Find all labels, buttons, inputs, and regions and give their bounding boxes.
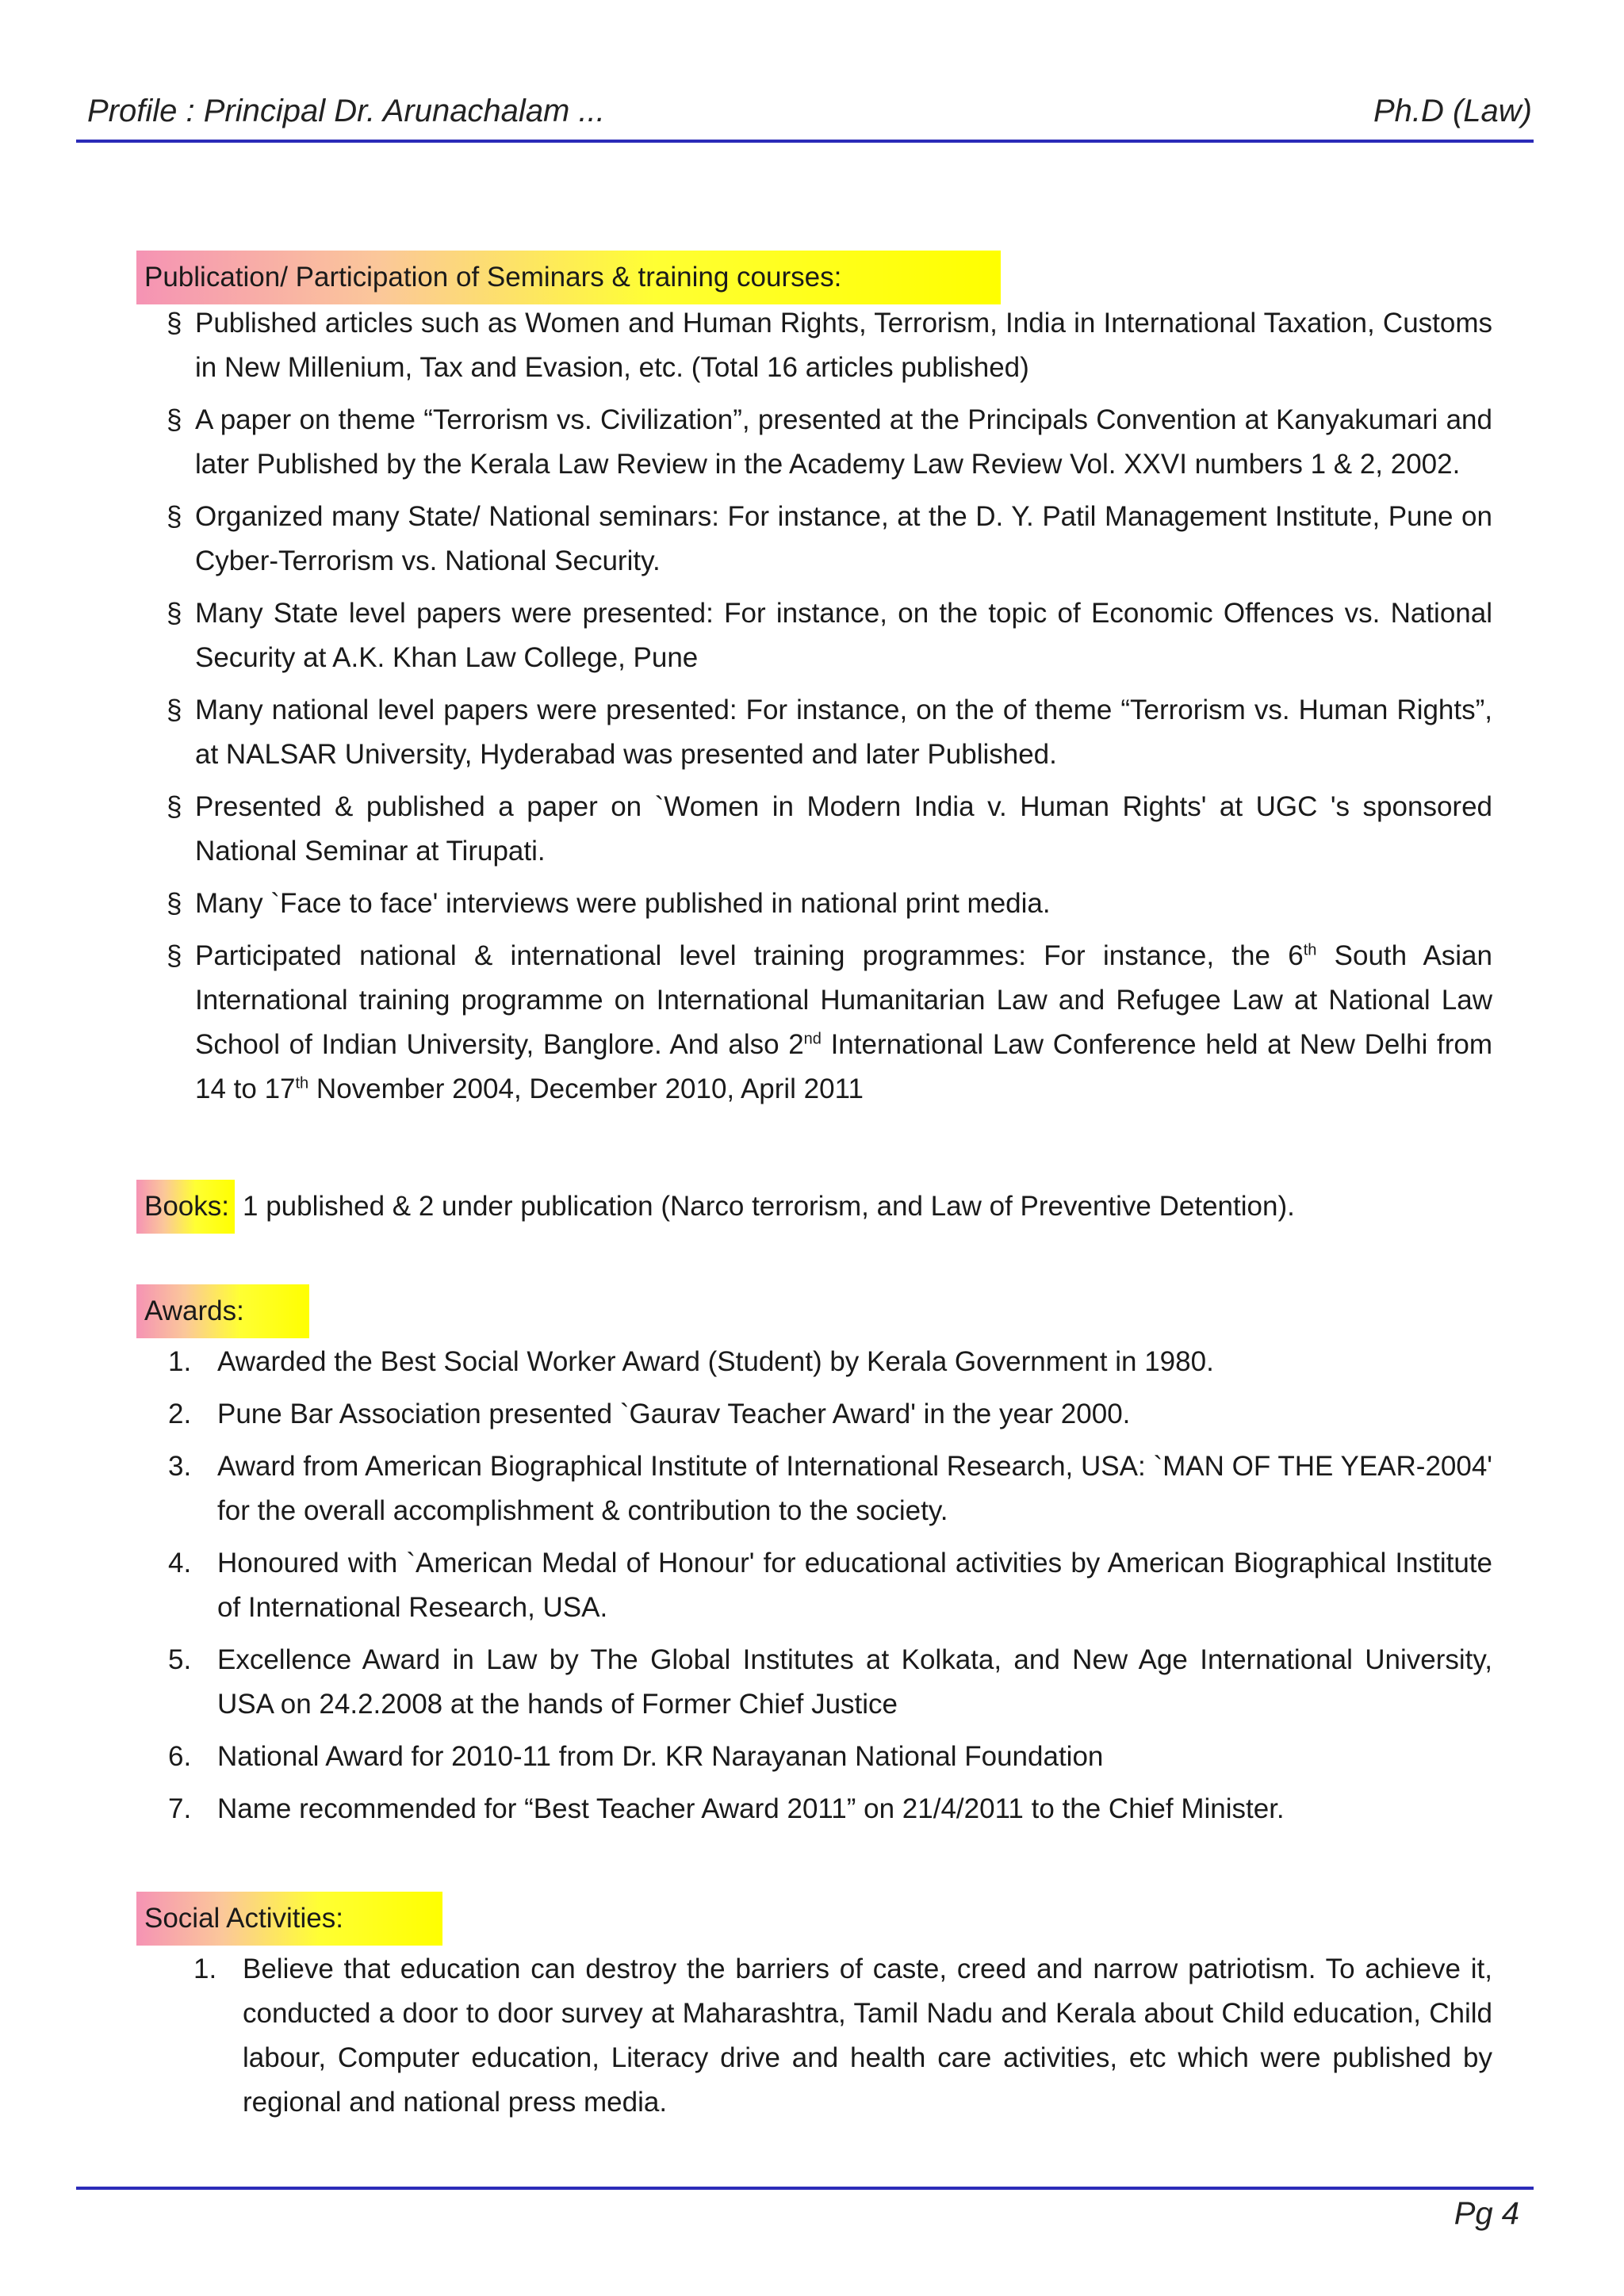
bullet-marker: § [167,501,182,532]
bullet-marker: § [167,940,182,971]
list-item-text: Excellence Award in Law by The Global Institutes at Kolkata, and New Age International University, USA on 24.2.2008 at the hands of Former Chief Justice [217,1644,1492,1720]
list-item [167,882,1492,926]
ordinal-suffix: th [295,1074,309,1093]
list-item [167,591,1492,680]
list-item [168,1787,1492,1831]
list-item-text: Presented & published a paper on `Women in Modern India v. Human Rights' at UGC 's sponsored National Seminar at Tirupati. [195,791,1492,867]
list-item-text: Pune Bar Association presented `Gaurav Teacher Award' in the year 2000. [217,1399,1131,1429]
text-segment: Participated national & international level training programmes: For instance, the 6 [195,940,1304,971]
text-segment: South Asian International training programme on International Humanitarian Law and Refugee Law at National Law School of Indian University, Banglore. And also 2 [195,940,1492,1060]
list-item [167,934,1492,1112]
social-activities-heading: Social Activities: [136,1892,442,1946]
header-degree: Ph.D (Law) [1373,94,1532,128]
page-number: Pg 4 [1454,2196,1519,2231]
bullet-marker: § [167,695,182,725]
ordinal-suffix: th [1303,941,1317,959]
list-item-text: Believe that education can destroy the barriers of caste, creed and narrow patriotism. To achieve it, conducted a door to door survey at Maharashtra, Tamil Nadu and Kerala about Child education, Child labour, Computer education, Literacy drive and health care activities, etc which were published by regional and national press media. [243,1954,1492,2118]
list-item [168,1340,1492,1384]
ordinal-suffix: nd [803,1030,822,1048]
list-item-text: Awarded the Best Social Worker Award (Student) by Kerala Government in 1980. [217,1346,1214,1377]
list-item [167,398,1492,487]
list-item [168,1445,1492,1533]
list-item-text: Many State level papers were presented: For instance, on the topic of Economic Offences vs. National Security at A.K. Khan Law College, Pune [195,598,1492,673]
list-item [167,688,1492,777]
list-number: 2. [168,1399,192,1429]
list-item-text [195,934,1492,1112]
bullet-marker: § [167,308,182,339]
books-text: 1 published & 2 under publication (Narco terrorism, and Law of Preventive Detention). [243,1191,1295,1222]
list-item-text: Award from American Biographical Institute of International Research, USA: `MAN OF THE YEAR-2004' for the overall accomplishment & contribution to the society. [217,1451,1492,1526]
list-item-text: Many `Face to face' interviews were published in national print media. [195,888,1051,919]
list-number: 4. [168,1548,192,1578]
books-heading: Books: [136,1180,235,1234]
list-item [167,301,1492,390]
list-item [168,1735,1492,1779]
list-item-text: Many national level papers were presented: For instance, on the of theme “Terrorism vs. Human Rights”, at NALSAR University, Hyderabad was presented and later Published. [195,695,1492,770]
list-item [168,1638,1492,1727]
list-item [168,1541,1492,1630]
list-number: 5. [168,1644,192,1675]
list-number: 6. [168,1741,192,1772]
list-item-text: National Award for 2010-11 from Dr. KR Narayanan National Foundation [217,1741,1104,1772]
bullet-marker: § [167,598,182,629]
publication-list [167,301,1492,1119]
awards-list [168,1340,1492,1839]
list-item-text: Organized many State/ National seminars: For instance, at the D. Y. Patil Management Institute, Pune on Cyber-Terrorism vs. National Security. [195,501,1492,576]
page-header [76,94,1532,141]
bullet-marker: § [167,791,182,822]
list-item [167,495,1492,584]
text-segment: November 2004, December 2010, April 2011 [308,1073,864,1104]
list-number: 1. [168,1346,192,1377]
bullet-marker: § [167,888,182,919]
list-item-text: Name recommended for “Best Teacher Award 2011” on 21/4/2011 to the Chief Minister. [217,1793,1285,1824]
list-item-text: Honoured with `American Medal of Honour' for educational activities by American Biographical Institute of International Research, USA. [217,1548,1492,1623]
header-rule [76,140,1534,143]
list-item-text: Published articles such as Women and Human Rights, Terrorism, India in International Taxation, Customs in New Millenium, Tax and Evasion, etc. (Total 16 articles published) [195,308,1492,383]
text-segment: International Law Conference held at New Delhi from 14 to 17 [195,1029,1492,1104]
list-item [167,785,1492,874]
social-activities-list [193,1947,1492,2133]
footer-rule [76,2187,1534,2190]
list-number: 3. [168,1451,192,1482]
publication-heading: Publication/ Participation of Seminars & training courses: [136,251,1001,304]
list-number: 1. [193,1954,217,1984]
list-item [168,1392,1492,1437]
awards-heading: Awards: [136,1284,309,1338]
list-number: 7. [168,1793,192,1824]
bullet-marker: § [167,404,182,435]
list-item-text: A paper on theme “Terrorism vs. Civilization”, presented at the Principals Convention at Kanyakumari and later Published by the Kerala Law Review in the Academy Law Review Vol. XXVI numbers 1 & 2, 2002. [195,404,1492,480]
list-item [193,1947,1492,2125]
header-title: Profile : Principal Dr. Arunachalam ... [87,94,605,128]
